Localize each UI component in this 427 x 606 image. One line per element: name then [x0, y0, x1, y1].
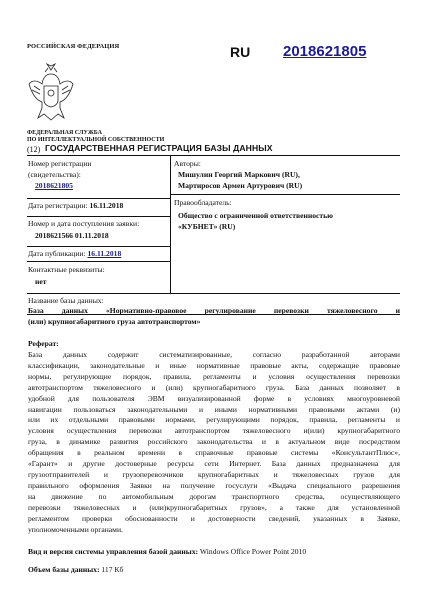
abstract-line: классификации, законодательные и иные нормативные правовые акты, содержащие правовые: [28, 360, 400, 370]
abstract-body: [28, 350, 400, 535]
reg-date-value: 16.11.2018: [89, 201, 124, 210]
abstract-line: грузоотправителей и грузоперевозчиков крупногабаритных и тяжеловесных грузов для: [28, 469, 400, 479]
publication-label: Дата публикации:: [28, 249, 86, 258]
agency-name: [27, 130, 164, 144]
db-name-label: Название базы данных:: [28, 296, 104, 305]
dbms-value: Windows Office Power Point 2010: [199, 547, 307, 556]
agency-line-1: ФЕДЕРАЛЬНАЯ СЛУЖБА: [27, 130, 102, 136]
reg-number-label-2: (свидетельства):: [28, 170, 81, 179]
author-1: Мишулин Георгий Маркович (RU),: [178, 170, 300, 179]
abstract-line: База данных содержит систематизированные, согласно разработанной авторами: [28, 350, 400, 359]
holder-label: Правообладатель:: [174, 198, 232, 207]
author-2: Мартиросов Армен Артурович (RU): [178, 181, 303, 190]
dbms-label: Вид и версия системы управления базой данных:: [28, 547, 199, 556]
abstract-line: обращения в реальном времени в справочные правовые системы «КонсультантПлюс»,: [28, 448, 400, 458]
country-code: RU: [230, 44, 251, 60]
size-value: 117 Кб: [101, 565, 124, 574]
left-divider-1: [27, 198, 170, 199]
holder-line-2: «КУБНЕТ» (RU): [178, 222, 236, 231]
left-divider-4: [27, 261, 170, 262]
abstract-line: условия осуществления перевозки автотранспортом тяжеловесного и(или) крупногабаритного: [28, 426, 400, 436]
contact-value: нет: [35, 277, 47, 286]
reg-date-row: [28, 201, 123, 210]
publication-date-link[interactable]: 16.11.2018: [87, 249, 122, 258]
document-title: ГОСУДАРСТВЕННАЯ РЕГИСТРАЦИЯ БАЗЫ ДАННЫХ: [45, 143, 273, 153]
abstract-line: «Гарант» и другие достоверные ресурсы сети Интернет. База данных предназначена для: [28, 459, 400, 469]
table-bottom-divider: [27, 293, 400, 294]
size-row: [28, 565, 123, 574]
contact-label: Контактные реквизиты:: [28, 265, 105, 274]
authors-label: Авторы:: [174, 159, 201, 168]
abstract-line: перевозки тяжеловесных и (или)крупногабаритных грузов», а также для установленной: [28, 502, 400, 512]
abstract-line: на движение по автомобильным дорогам транспортного средства, осуществляющего: [28, 491, 400, 501]
reg-date-label: Дата регистрации:: [28, 201, 88, 210]
size-label: Объем базы данных:: [28, 565, 100, 574]
abstract-line: нормы, регулирующие порядок, правила, регламенты и условия осуществления перевозки: [28, 371, 400, 381]
doc-code: (12): [27, 145, 41, 154]
db-name-line-2: (или) крупногабаритного груза автотранспортом»: [28, 317, 201, 326]
abstract-line: груза, в динамике развития российского законодательства и в актуальном виде посредством: [28, 437, 400, 447]
abstract-label: Реферат:: [28, 339, 59, 348]
abstract-line: или их отдельными правовыми нормами, регулирующими порядок, правила, регламенты и: [28, 415, 400, 425]
registration-number-link[interactable]: 2018621805: [283, 43, 367, 60]
db-name-line-1: База данных «Нормативно-правовое регулирование перевозки тяжеловесного и: [28, 306, 400, 315]
publication-row: [28, 249, 121, 258]
reg-number-label-1: Номер регистрации: [28, 159, 92, 168]
abstract-line: навигации пользоваться законодательными и иными нормативными правовыми актами (и): [28, 404, 400, 414]
application-value: 2018621566 01.11.2018: [35, 231, 109, 240]
dbms-row: [28, 547, 306, 556]
abstract-line: правильного оформления Заявки на получение госуслуги «Выдача специального разрешения: [28, 480, 400, 490]
holder-line-1: Общество с ограниченной ответственностью: [178, 211, 333, 220]
right-divider-1: [170, 194, 400, 195]
country-name: РОССИЙСКАЯ ФЕДЕРАЦИЯ: [27, 43, 120, 50]
abstract-line: уполномоченными органами.: [28, 524, 123, 534]
abstract-line: удобной для пользователя ЭВМ визуализированной форме в условиях многоуровневой: [28, 393, 400, 403]
column-divider: [170, 155, 171, 293]
header-divider: [27, 155, 400, 156]
left-divider-2: [27, 216, 170, 217]
abstract-line: регламентом проверки обоснованности и достоверности сведений, указанных в Заявке,: [28, 513, 400, 523]
reg-number-value-link[interactable]: 2018621805: [35, 181, 73, 190]
left-divider-3: [27, 246, 170, 247]
application-label: Номер и дата поступления заявки:: [28, 219, 140, 228]
agency-line-2: ПО ИНТЕЛЛЕКТУАЛЬНОЙ СОБСТВЕННОСТИ: [27, 137, 165, 143]
coat-of-arms-emblem-icon: [26, 60, 76, 126]
abstract-line: автотранспортом тяжеловесного и (или) крупногабаритного груза. База данных позволяет в: [28, 382, 400, 392]
